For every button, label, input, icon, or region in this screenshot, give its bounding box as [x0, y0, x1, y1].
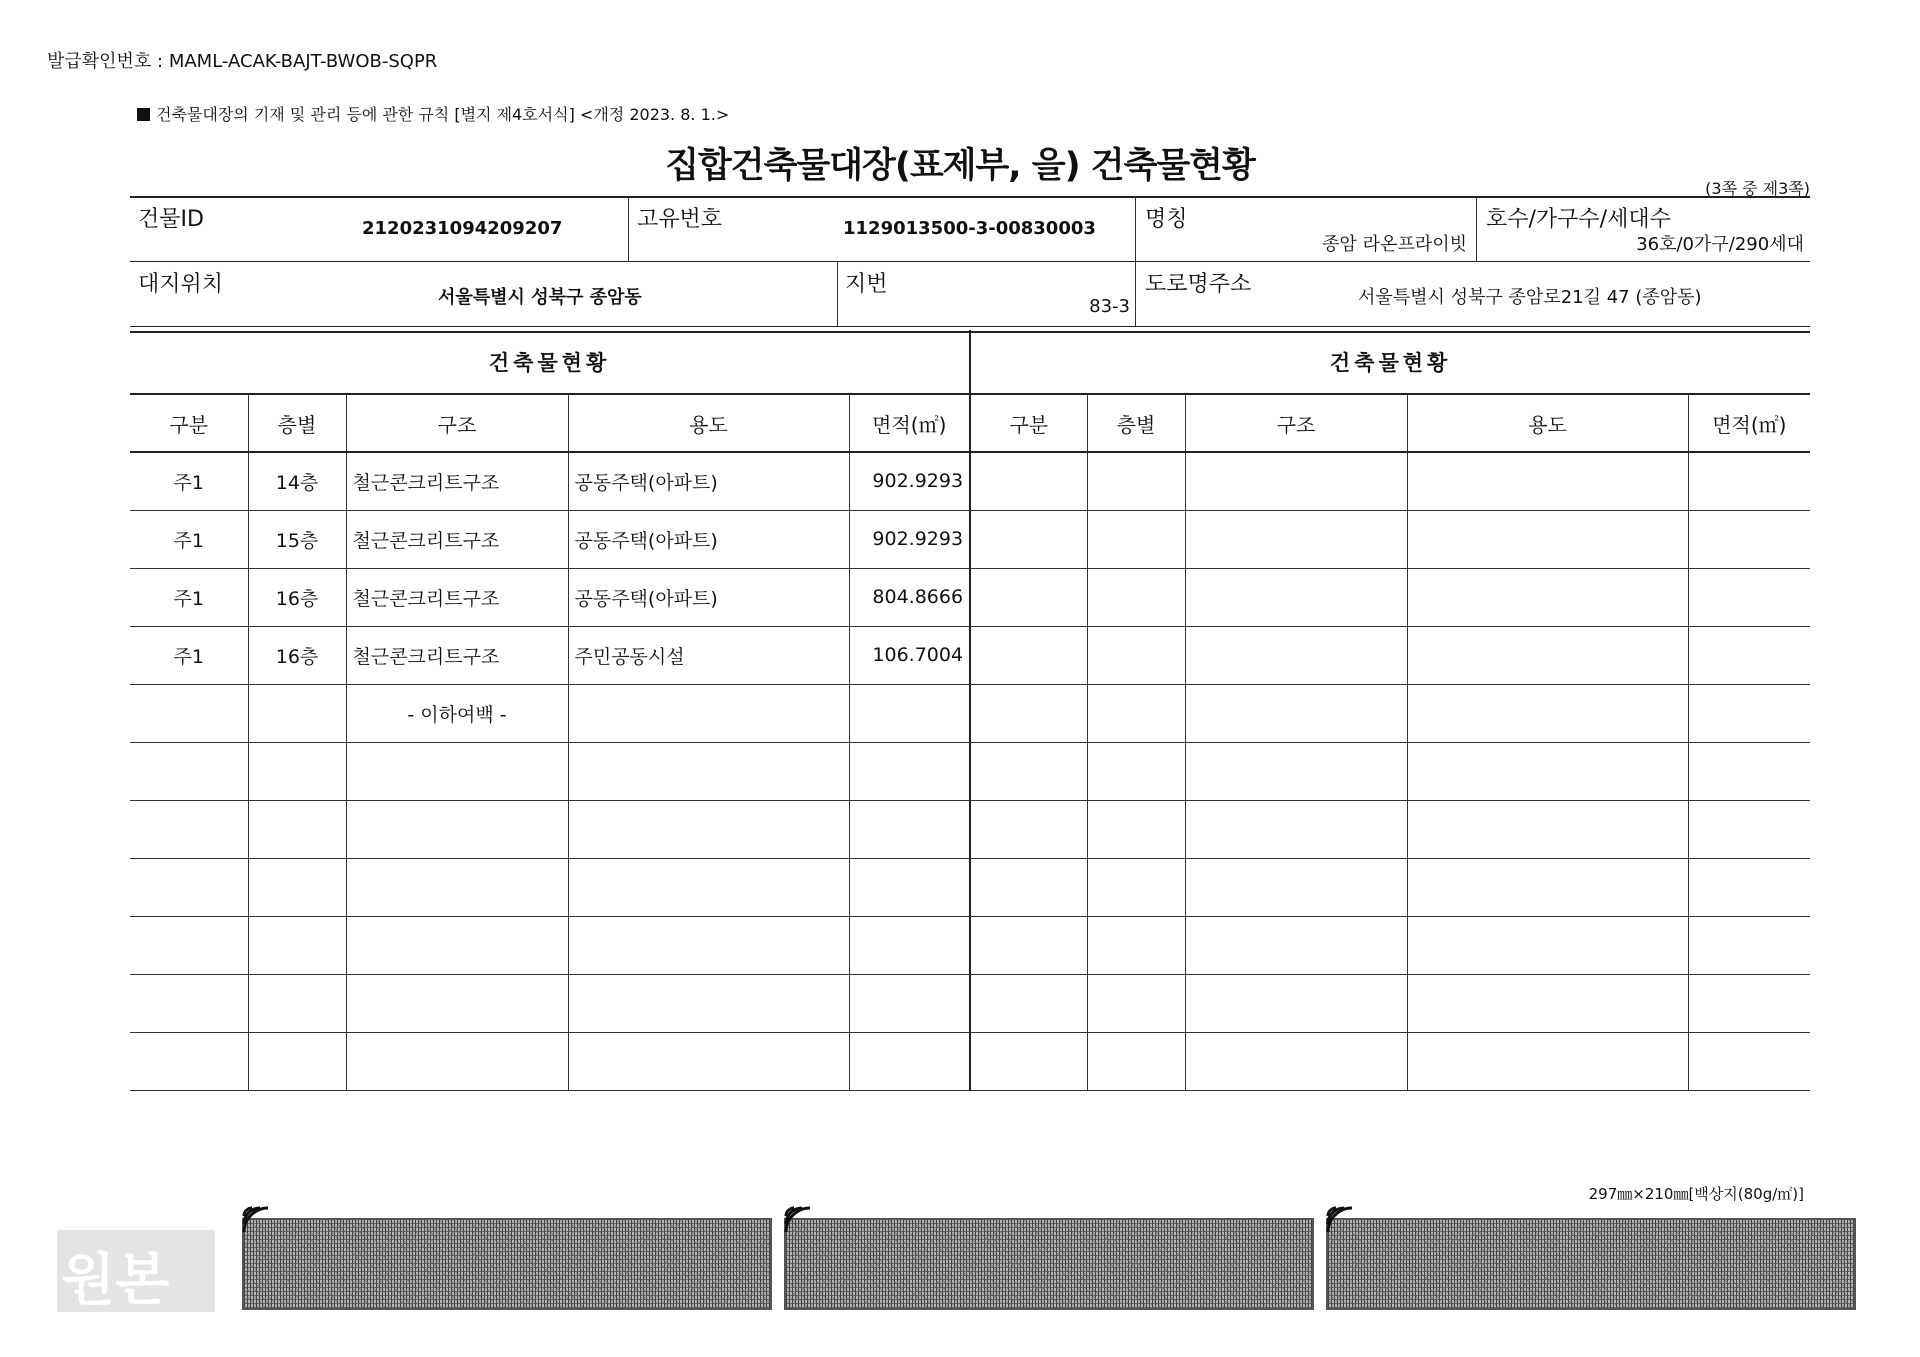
empty-cell — [1185, 916, 1407, 974]
cell-structure: 철근콘크리트구조 — [346, 452, 568, 510]
empty-cell — [1407, 684, 1688, 742]
empty-cell — [568, 916, 849, 974]
table-row — [130, 510, 1810, 568]
section-header-right: 건축물현황 — [970, 330, 1810, 394]
column-header-use: 용도 — [1407, 394, 1688, 452]
page-title: 집합건축물대장(표제부, 을) 건축물현황 — [665, 146, 1255, 186]
divider — [130, 261, 1810, 262]
empty-cell — [1185, 452, 1407, 510]
issue-confirmation-number: 발급확인번호 : MAML-ACAK-BAJT-BWOB-SQPR — [47, 51, 438, 72]
cell-area: 106.7004 — [849, 626, 970, 684]
building-id-value: 2120231094209207 — [362, 218, 563, 239]
column-header-type: 구분 — [970, 394, 1087, 452]
cell-use: 공동주택(아파트) — [568, 452, 849, 510]
table-row — [130, 1032, 1810, 1090]
empty-cell — [1087, 626, 1185, 684]
empty-cell — [1185, 626, 1407, 684]
column-header-structure: 구조 — [346, 394, 568, 452]
empty-cell — [1185, 742, 1407, 800]
table-row — [130, 742, 1810, 800]
divider — [628, 196, 629, 261]
empty-cell — [970, 916, 1087, 974]
cell-floor: 14층 — [248, 452, 346, 510]
empty-cell — [248, 800, 346, 858]
column-header-floor: 층별 — [1087, 394, 1185, 452]
barcode-corner-icon — [784, 1206, 812, 1234]
cell-area: 902.9293 — [849, 452, 970, 510]
empty-cell — [130, 800, 248, 858]
divider — [1135, 196, 1136, 326]
empty-cell — [1688, 626, 1810, 684]
empty-cell — [1407, 452, 1688, 510]
cell-floor: 16층 — [248, 568, 346, 626]
cell-area: 804.8666 — [849, 568, 970, 626]
empty-cell — [248, 742, 346, 800]
empty-cell — [568, 742, 849, 800]
name-value: 종암 라온프라이빗 — [1322, 234, 1467, 255]
cell-type: 주1 — [130, 510, 248, 568]
lot-label: 지번 — [845, 272, 888, 297]
divider — [130, 326, 1810, 327]
empty-cell — [568, 800, 849, 858]
units-label: 호수/가구수/세대수 — [1486, 207, 1671, 232]
cell-type: 주1 — [130, 452, 248, 510]
column-header-row — [130, 394, 1810, 452]
empty-cell — [849, 1032, 970, 1090]
column-header-area: 면적(㎡) — [1688, 394, 1810, 452]
section-header-left: 건축물현황 — [130, 330, 970, 394]
empty-cell — [1185, 1032, 1407, 1090]
section-header-row — [130, 330, 1810, 394]
barcode — [784, 1218, 1314, 1310]
empty-cell — [1087, 510, 1185, 568]
empty-cell — [1407, 800, 1688, 858]
empty-cell — [1688, 568, 1810, 626]
cell-structure: 철근콘크리트구조 — [346, 510, 568, 568]
empty-cell — [970, 858, 1087, 916]
empty-cell — [248, 1032, 346, 1090]
empty-cell — [1407, 626, 1688, 684]
empty-cell — [1407, 742, 1688, 800]
table-row — [130, 858, 1810, 916]
name-label: 명칭 — [1145, 207, 1188, 232]
empty-cell — [1407, 858, 1688, 916]
empty-cell — [1688, 742, 1810, 800]
empty-cell — [970, 452, 1087, 510]
empty-cell — [1688, 510, 1810, 568]
empty-cell — [970, 510, 1087, 568]
empty-cell — [568, 974, 849, 1032]
cell-floor: 15층 — [248, 510, 346, 568]
empty-cell — [1407, 568, 1688, 626]
original-stamp — [57, 1230, 215, 1312]
cell-structure: 철근콘크리트구조 — [346, 626, 568, 684]
lot-value: 83-3 — [1089, 296, 1130, 317]
empty-cell — [1688, 1032, 1810, 1090]
empty-cell — [1087, 452, 1185, 510]
column-header-structure: 구조 — [1185, 394, 1407, 452]
empty-cell — [1688, 916, 1810, 974]
empty-cell — [849, 742, 970, 800]
empty-cell — [346, 800, 568, 858]
empty-cell — [1185, 974, 1407, 1032]
table-row — [130, 452, 1810, 510]
empty-cell — [1087, 974, 1185, 1032]
empty-cell — [346, 974, 568, 1032]
empty-cell — [1185, 858, 1407, 916]
empty-cell — [130, 742, 248, 800]
divider — [1476, 196, 1477, 261]
empty-cell — [1688, 800, 1810, 858]
empty-cell — [1087, 800, 1185, 858]
empty-cell — [1185, 684, 1407, 742]
empty-cell — [346, 742, 568, 800]
road-address-value: 서울특별시 성북구 종암로21길 47 (종암동) — [1358, 287, 1702, 308]
empty-cell — [130, 916, 248, 974]
empty-cell — [1407, 1032, 1688, 1090]
empty-cell — [568, 684, 849, 742]
cell-type: 주1 — [130, 568, 248, 626]
units-value: 36호/0가구/290세대 — [1636, 234, 1804, 255]
empty-cell — [849, 916, 970, 974]
road-address-label: 도로명주소 — [1145, 272, 1252, 297]
empty-cell — [1087, 742, 1185, 800]
cell-use: 주민공동시설 — [568, 626, 849, 684]
table-row — [130, 800, 1810, 858]
column-header-floor: 층별 — [248, 394, 346, 452]
empty-cell — [130, 858, 248, 916]
empty-cell — [1688, 452, 1810, 510]
empty-cell — [1688, 684, 1810, 742]
regulation-note — [137, 102, 729, 125]
blank-note: - 이하여백 - — [346, 684, 568, 742]
empty-cell — [849, 684, 970, 742]
empty-cell — [1688, 974, 1810, 1032]
empty-cell — [849, 974, 970, 1032]
table-row — [130, 916, 1810, 974]
empty-cell — [130, 974, 248, 1032]
barcode — [242, 1218, 772, 1310]
barcode — [1326, 1218, 1856, 1310]
square-bullet-icon — [137, 108, 150, 121]
empty-cell — [970, 974, 1087, 1032]
empty-cell — [1407, 916, 1688, 974]
empty-cell — [1087, 568, 1185, 626]
stamp-text: 원본 — [61, 1248, 170, 1313]
column-header-type: 구분 — [130, 394, 248, 452]
empty-cell — [130, 1032, 248, 1090]
empty-cell — [1087, 858, 1185, 916]
empty-cell — [1087, 916, 1185, 974]
empty-cell — [970, 742, 1087, 800]
building-status-table — [130, 330, 1810, 1091]
empty-cell — [970, 684, 1087, 742]
regulation-text: 건축물대장의 기재 및 관리 등에 관한 규칙 [별지 제4호서식] <개정 2023. 8. 1.> — [156, 105, 730, 124]
site-label: 대지위치 — [138, 272, 224, 297]
unique-no-label: 고유번호 — [637, 207, 723, 232]
cell-area: 902.9293 — [849, 510, 970, 568]
building-id-label: 건물ID — [138, 207, 204, 232]
column-header-area: 면적(㎡) — [849, 394, 970, 452]
column-header-use: 용도 — [568, 394, 849, 452]
empty-cell — [346, 916, 568, 974]
site-value: 서울특별시 성북구 종암동 — [438, 287, 642, 308]
empty-cell — [248, 684, 346, 742]
cell-floor: 16층 — [248, 626, 346, 684]
empty-cell — [1407, 974, 1688, 1032]
empty-cell — [248, 916, 346, 974]
empty-cell — [1185, 568, 1407, 626]
empty-cell — [248, 858, 346, 916]
empty-cell — [1087, 1032, 1185, 1090]
empty-cell — [1185, 800, 1407, 858]
cell-use: 공동주택(아파트) — [568, 568, 849, 626]
empty-cell — [568, 858, 849, 916]
empty-cell — [1407, 510, 1688, 568]
empty-cell — [1688, 858, 1810, 916]
empty-cell — [970, 626, 1087, 684]
empty-cell — [568, 1032, 849, 1090]
unique-no-value: 1129013500-3-00830003 — [843, 218, 1096, 239]
table-row — [130, 684, 1810, 742]
table-row — [130, 626, 1810, 684]
paper-spec: 297㎜×210㎜[백상지(80g/㎡)] — [1588, 1185, 1804, 1203]
empty-cell — [849, 800, 970, 858]
empty-cell — [346, 858, 568, 916]
divider — [130, 196, 1810, 198]
cell-use: 공동주택(아파트) — [568, 510, 849, 568]
page-info: (3쪽 중 제3쪽) — [1705, 179, 1810, 198]
table-row — [130, 568, 1810, 626]
empty-cell — [849, 858, 970, 916]
empty-cell — [346, 1032, 568, 1090]
empty-cell — [970, 1032, 1087, 1090]
empty-cell — [248, 974, 346, 1032]
divider — [837, 261, 838, 326]
barcode-corner-icon — [1326, 1206, 1354, 1234]
empty-cell — [1087, 684, 1185, 742]
barcode-corner-icon — [242, 1206, 270, 1234]
table-row — [130, 974, 1810, 1032]
cell-structure: 철근콘크리트구조 — [346, 568, 568, 626]
empty-cell — [970, 800, 1087, 858]
empty-cell — [970, 568, 1087, 626]
cell-type: 주1 — [130, 626, 248, 684]
empty-cell — [1185, 510, 1407, 568]
empty-cell — [130, 684, 248, 742]
